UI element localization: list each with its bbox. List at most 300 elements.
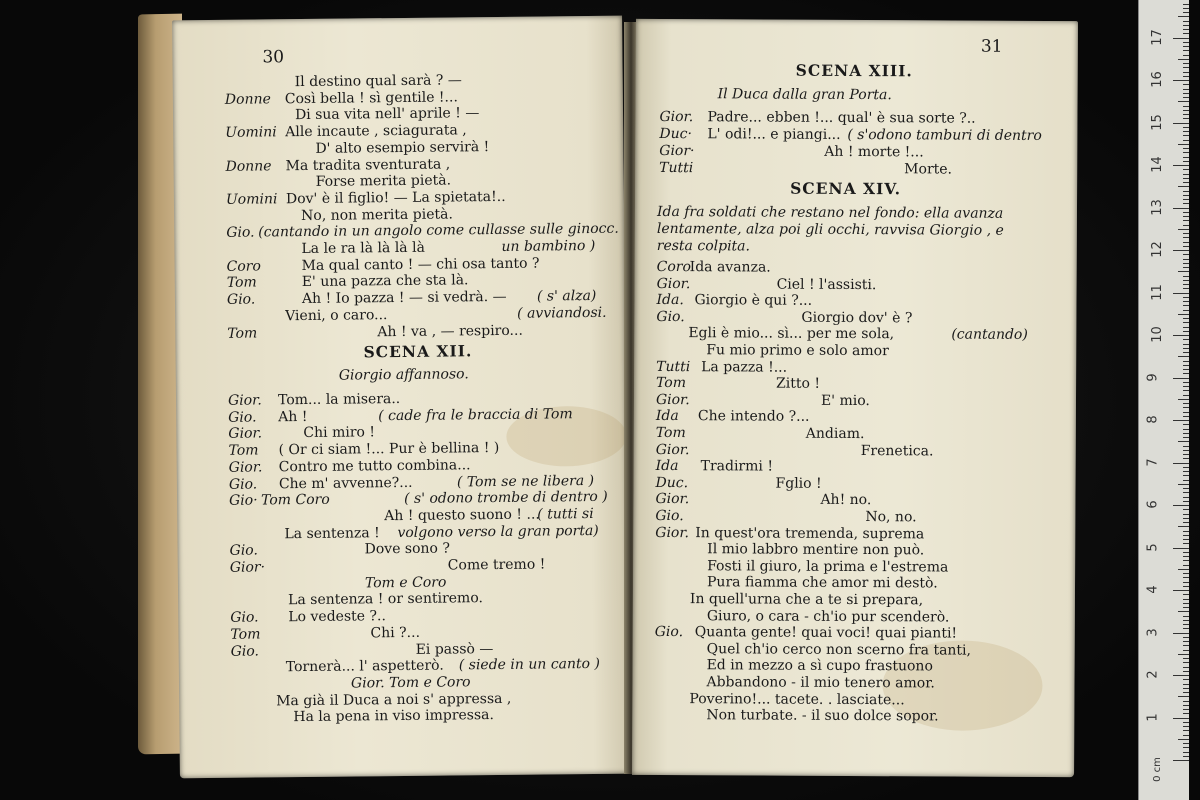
verse-line: Forse merita pietà. — [315, 172, 452, 191]
stage-direction: ( cade fra le braccia di Tom — [378, 405, 573, 424]
ruler-tick — [1173, 718, 1189, 719]
verse-line: Che intendo ?... — [697, 408, 810, 426]
measuring-ruler — [1138, 0, 1189, 800]
ruler-tick — [1183, 157, 1189, 158]
ruler-tick — [1173, 760, 1189, 761]
verse-line: Gior. Tom e Coro — [350, 674, 471, 692]
ruler-tick — [1183, 110, 1189, 111]
speaker-label: Gior. — [656, 275, 691, 292]
ruler-tick — [1183, 361, 1189, 362]
ruler-tick — [1183, 220, 1189, 221]
verse-line: Quanta gente! quai voci! quai pianti! — [694, 624, 958, 642]
speaker-label: Uomini — [225, 124, 277, 141]
ruler-tick — [1183, 480, 1189, 481]
ruler-tick — [1183, 114, 1189, 115]
ruler-tick — [1183, 76, 1189, 77]
ruler-tick — [1178, 59, 1189, 60]
verse-line: Ida avanza. — [689, 259, 771, 276]
verse-line: Ed in mezzo a sì cupo frastuono — [706, 657, 933, 675]
stage-direction: ( s'odono tamburi di dentro — [847, 126, 1042, 144]
stage-direction: ( siede in un canto ) — [458, 656, 601, 674]
ruler-tick — [1183, 288, 1189, 289]
speaker-label: Gio. — [230, 609, 259, 626]
ruler-number: 12 — [1149, 241, 1165, 258]
verse-line: Come tremo ! — [447, 556, 546, 574]
ruler-tick — [1183, 373, 1189, 374]
speaker-label: Tutti — [659, 159, 694, 177]
ruler-tick — [1183, 33, 1189, 34]
ruler-tick — [1183, 713, 1189, 714]
ruler-tick — [1183, 586, 1189, 587]
ruler-tick — [1183, 4, 1189, 5]
ruler-tick — [1183, 344, 1189, 345]
ruler-tick — [1183, 407, 1189, 408]
ruler-tick — [1183, 212, 1189, 213]
ruler-tick — [1183, 424, 1189, 425]
verse-line: Frenetica. — [860, 442, 934, 460]
ruler-tick — [1178, 314, 1189, 315]
ruler-tick — [1178, 526, 1189, 527]
ruler-tick — [1183, 191, 1189, 192]
ruler-number: 4 — [1145, 585, 1161, 594]
ruler-tick — [1183, 140, 1189, 141]
speaker-label: Tom — [227, 325, 258, 342]
verse-line: Ma già il Duca a noi s' appressa , — [276, 690, 512, 709]
ruler-tick — [1178, 696, 1189, 697]
verse-line: Tradirmi ! — [700, 458, 774, 475]
ruler-tick — [1183, 280, 1189, 281]
verse-line: In quell'urna che a te si prepara, — [689, 591, 924, 609]
verse-line: Il mio labbro mentire non può. — [707, 541, 925, 559]
verse-line: Così bella ! sì gentile !... — [284, 89, 458, 107]
verse-line: Lo vedeste ?.. — [288, 608, 386, 626]
verse-line: Fglio ! — [775, 475, 822, 492]
ruler-tick — [1183, 93, 1189, 94]
ruler-tick — [1183, 135, 1189, 136]
ruler-tick — [1183, 403, 1189, 404]
stage-direction: ( s' alza) — [536, 288, 597, 305]
ruler-tick — [1183, 730, 1189, 731]
ruler-number: 15 — [1149, 113, 1165, 131]
verse-line: Quel ch'io cerco non scerno fra tanti, — [706, 641, 972, 659]
scene-title: SCENA XII. — [363, 341, 473, 362]
verse-line: D' alto esempio servirà ! — [315, 138, 490, 157]
speaker-label: Gior. — [228, 425, 263, 443]
verse-line: Chi miro ! — [303, 424, 376, 442]
speaker-label: Gio. — [229, 542, 258, 560]
verse-line: Ah ! va , — respiro... — [377, 322, 523, 340]
ruler-tick — [1183, 565, 1189, 566]
ruler-tick — [1183, 705, 1189, 706]
scene-title: SCENA XIII. — [795, 60, 913, 81]
verse-line: Fu mio primo e solo amor — [706, 342, 889, 360]
ruler-tick — [1178, 611, 1189, 612]
ruler-number: 16 — [1149, 71, 1165, 88]
ruler-number: 17 — [1149, 28, 1165, 46]
ruler-tick — [1178, 484, 1189, 485]
ruler-tick — [1178, 569, 1189, 570]
ruler-tick — [1183, 446, 1189, 447]
ruler-tick — [1183, 684, 1189, 685]
ruler-number: 5 — [1145, 542, 1161, 552]
ruler-tick — [1183, 628, 1189, 629]
scene-direction-line: Ida fra soldati che restano nel fondo: ella avanza — [656, 203, 1004, 222]
verse-line: Chi ?... — [370, 624, 421, 642]
speaker-label: Gior. — [655, 391, 690, 408]
ruler-tick — [1183, 522, 1189, 523]
verse-line: Vieni, o caro... — [285, 306, 388, 325]
ruler-tick — [1183, 501, 1189, 502]
stage-direction: volgono verso la gran porta) — [397, 522, 599, 541]
ruler-tick — [1183, 599, 1189, 600]
ruler-tick — [1183, 322, 1189, 323]
speaker-label: Tom — [656, 375, 687, 392]
ruler-tick — [1183, 429, 1189, 430]
verse-line: Abbandono - il mio tenero amor. — [706, 674, 935, 692]
verse-line: Tom Coro — [260, 491, 330, 509]
verse-line: Ah ! questo suono ! ... — [384, 506, 540, 525]
verse-line: No, non merita pietà. — [301, 206, 453, 224]
ruler-tick — [1183, 254, 1189, 255]
ruler-tick — [1183, 174, 1189, 175]
ruler-number: 11 — [1149, 283, 1165, 301]
ruler-tick — [1183, 620, 1189, 621]
speaker-label: Donne — [224, 91, 271, 108]
ruler-tick — [1173, 38, 1189, 39]
ruler-tick — [1183, 352, 1189, 353]
speaker-label: Ida — [655, 458, 679, 475]
ruler-tick — [1178, 229, 1189, 230]
ruler-tick — [1183, 46, 1189, 47]
ruler-tick — [1183, 12, 1189, 13]
ruler-tick — [1183, 560, 1189, 561]
ruler-tick — [1183, 97, 1189, 98]
ruler-tick — [1183, 637, 1189, 638]
ruler-tick — [1173, 335, 1189, 336]
verse-line: E' mio. — [820, 392, 870, 409]
ruler-tick — [1173, 548, 1189, 549]
ruler-tick — [1183, 42, 1189, 43]
ruler-tick — [1183, 671, 1189, 672]
speaker-label: Duc· — [659, 125, 692, 143]
ruler-tick — [1173, 633, 1189, 634]
page-number: 30 — [262, 47, 285, 68]
ruler-tick — [1173, 420, 1189, 421]
verse-line: Poverino!... tacete. . lasciate... — [689, 690, 905, 708]
ruler-tick — [1178, 101, 1189, 102]
scene-direction: Il Duca dalla gran Porta. — [717, 86, 892, 104]
ruler-tick — [1183, 692, 1189, 693]
ruler-tick — [1183, 67, 1189, 68]
ruler-tick — [1183, 475, 1189, 476]
ruler-tick — [1183, 242, 1189, 243]
stage-direction: ( Tom se ne libera ) — [456, 472, 595, 490]
speaker-label: Gior· — [229, 559, 266, 576]
ruler-number: 8 — [1145, 415, 1161, 424]
ruler-number: 7 — [1145, 457, 1161, 467]
ruler-tick — [1183, 148, 1189, 149]
ruler-number: 9 — [1145, 372, 1161, 382]
ruler-tick — [1183, 305, 1189, 306]
ruler-tick — [1183, 650, 1189, 651]
ruler-tick — [1183, 106, 1189, 107]
verse-line: L' odi!... e piangi... — [707, 126, 841, 143]
ruler-tick — [1173, 675, 1189, 676]
verse-line: Dove sono ? — [364, 540, 450, 558]
speaker-label: Gio. — [230, 643, 260, 660]
ruler-tick — [1183, 509, 1189, 510]
ruler-tick — [1183, 55, 1189, 56]
verse-line: Non turbate. - il suo dolce sopor. — [706, 707, 939, 725]
ruler-tick — [1178, 16, 1189, 17]
ruler-tick — [1183, 276, 1189, 277]
verse-line: In quest'ora tremenda, suprema — [695, 524, 925, 542]
verse-line: Che m' avvenne?... — [278, 474, 413, 492]
ruler-tick — [1183, 84, 1189, 85]
ruler-tick — [1183, 25, 1189, 26]
ruler-tick — [1183, 658, 1189, 659]
ruler-tick — [1183, 679, 1189, 680]
ruler-tick — [1183, 518, 1189, 519]
ruler-tick — [1183, 437, 1189, 438]
ruler-tick — [1178, 739, 1189, 740]
ruler-tick — [1183, 63, 1189, 64]
speaker-label: Gio. — [226, 291, 256, 308]
ruler-tick — [1183, 216, 1189, 217]
verse-line: Giorgio è qui ?... — [694, 292, 813, 309]
verse-line: Andiam. — [805, 425, 865, 443]
ruler-tick — [1183, 169, 1189, 170]
ruler-tick — [1183, 195, 1189, 196]
ruler-tick — [1183, 318, 1189, 319]
stage-direction: ( tutti si — [537, 505, 594, 523]
verse-line: Di sua vita nell' aprile ! — — [294, 105, 480, 124]
ruler-tick — [1178, 441, 1189, 442]
speaker-label: Tutti — [656, 358, 691, 375]
speaker-label: Ida. — [656, 292, 684, 309]
speaker-label: Gio. — [228, 476, 258, 493]
ruler-tick — [1183, 701, 1189, 702]
ruler-tick — [1183, 743, 1189, 744]
ruler-tick — [1183, 203, 1189, 204]
ruler-tick — [1183, 348, 1189, 349]
ruler-tick — [1183, 382, 1189, 383]
ruler-tick — [1183, 131, 1189, 132]
left-page — [172, 16, 630, 779]
ruler-tick — [1183, 89, 1189, 90]
scene-direction-line: lentamente, alza poi gli occhi, ravvisa Giorgio , e — [656, 220, 1004, 239]
stage-direction: ( s' odono trombe di dentro ) — [403, 489, 608, 508]
scene-direction-line: resta colpita. — [656, 237, 751, 255]
ruler-tick — [1183, 369, 1189, 370]
ruler-tick — [1178, 144, 1189, 145]
ruler-number: 2 — [1145, 670, 1161, 679]
verse-line: Ciel ! l'assisti. — [776, 276, 877, 293]
ruler-tick — [1183, 178, 1189, 179]
ruler-tick — [1183, 594, 1189, 595]
verse-line: Padre... ebben !... qual' è sua sorte ?.. — [707, 109, 976, 127]
ruler-tick — [1183, 161, 1189, 162]
scene-direction: Giorgio affannoso. — [338, 366, 469, 384]
ruler-tick — [1183, 339, 1189, 340]
ruler-tick — [1178, 186, 1189, 187]
ruler-tick — [1183, 556, 1189, 557]
verse-line: E' una pazza che sta là. — [301, 272, 469, 291]
speaker-label: Gior· — [659, 142, 695, 160]
ruler-tick — [1183, 543, 1189, 544]
verse-line: Ma qual canto ! — chi osa tanto ? — [301, 255, 540, 274]
ruler-tick — [1183, 29, 1189, 30]
verse-line: Giorgio dov' è ? — [801, 309, 913, 327]
ruler-tick — [1183, 297, 1189, 298]
ruler-tick — [1183, 467, 1189, 468]
ruler-tick — [1183, 735, 1189, 736]
verse-line: Tom e Coro — [364, 574, 447, 592]
verse-line: (cantando in un angolo come cullasse sulle ginocc. — [258, 221, 619, 241]
verse-line: Pura fiamma che amor mi destò. — [706, 574, 938, 592]
verse-line: La pazza !... — [701, 358, 788, 376]
speaker-label: Gior. — [227, 392, 262, 409]
ruler-tick — [1183, 514, 1189, 515]
speaker-label: Gio. — [656, 308, 685, 325]
verse-line: Giuro, o cara - ch'io pur scenderò. — [706, 607, 950, 626]
scene-title: SCENA XIV. — [790, 178, 902, 199]
speaker-label: Gior. — [655, 441, 690, 458]
verse-line: Ma tradita sventurata , — [285, 155, 451, 174]
ruler-tick — [1183, 667, 1189, 668]
verse-line: Ah ! Io pazza ! — si vedrà. — — [301, 288, 507, 308]
ruler-tick — [1183, 603, 1189, 604]
speaker-label: Coro — [226, 258, 261, 275]
verse-line: Alle incaute , sciagurata , — [285, 122, 467, 141]
ruler-tick — [1183, 726, 1189, 727]
ruler-tick — [1183, 390, 1189, 391]
verse-line: Morte. — [904, 161, 953, 178]
verse-line: La sentenza ! or sentiremo. — [288, 590, 484, 609]
ruler-tick — [1183, 756, 1189, 757]
ruler-tick — [1183, 458, 1189, 459]
ruler-tick — [1183, 182, 1189, 183]
ruler-tick — [1183, 246, 1189, 247]
ruler-tick — [1183, 433, 1189, 434]
ruler-tick — [1173, 250, 1189, 251]
ruler-tick — [1183, 752, 1189, 753]
ruler-tick — [1178, 271, 1189, 272]
ruler-tick — [1183, 225, 1189, 226]
ruler-tick — [1183, 645, 1189, 646]
ruler-tick — [1183, 662, 1189, 663]
ruler-tick — [1183, 616, 1189, 617]
stage-direction: ( avviandosi. — [517, 304, 607, 322]
verse-line: Ah ! — [278, 408, 308, 425]
verse-line: Egli è mio... sì... per me sola, — [688, 325, 895, 343]
ruler-tick — [1183, 199, 1189, 200]
ruler-tick — [1183, 582, 1189, 583]
ruler-tick — [1183, 386, 1189, 387]
ruler-tick — [1183, 72, 1189, 73]
verse-line: Tom... la misera.. — [277, 391, 401, 409]
verse-line: ( Or ci siam !... Pur è bellina ! ) — [278, 440, 500, 459]
speaker-label: Gio. — [226, 224, 255, 242]
ruler-tick — [1173, 208, 1189, 209]
ruler-tick — [1173, 590, 1189, 591]
ruler-tick — [1183, 497, 1189, 498]
speaker-label: Duc. — [655, 474, 689, 491]
speaker-label: Gio· — [228, 492, 258, 509]
ruler-tick — [1183, 535, 1189, 536]
ruler-tick — [1183, 573, 1189, 574]
ruler-tick — [1183, 50, 1189, 51]
speaker-label: Tom — [226, 274, 257, 292]
ruler-number: 13 — [1149, 198, 1165, 216]
speaker-label: Gio. — [228, 409, 257, 426]
verse-line: La sentenza ! — [284, 524, 380, 542]
verse-line: La le ra là là là là — [301, 239, 425, 258]
verse-line: Ei passò — — [415, 640, 494, 658]
ruler-tick — [1183, 450, 1189, 451]
ruler-tick — [1183, 539, 1189, 540]
ruler-tick — [1183, 624, 1189, 625]
ruler-tick — [1183, 284, 1189, 285]
ruler-tick — [1183, 237, 1189, 238]
ruler-number: 3 — [1145, 627, 1161, 637]
ruler-tick — [1183, 416, 1189, 417]
verse-line: Dov' è il figlio! — La spietata!.. — [285, 188, 506, 208]
ruler-unit-label: 0 cm — [1151, 757, 1163, 782]
ruler-tick — [1183, 454, 1189, 455]
ruler-number: 14 — [1149, 156, 1165, 173]
right-page — [632, 19, 1078, 777]
speaker-label: Uomini — [225, 191, 278, 208]
ruler-tick — [1173, 505, 1189, 506]
ruler-tick — [1183, 577, 1189, 578]
ruler-tick — [1183, 688, 1189, 689]
ruler-tick — [1183, 722, 1189, 723]
speaker-label: Tom — [230, 626, 261, 643]
verse-line: Contro me tutto combina... — [278, 457, 471, 476]
ruler-tick — [1183, 365, 1189, 366]
ruler-tick — [1183, 127, 1189, 128]
verse-line: Ha la pena in viso impressa. — [293, 707, 495, 726]
ruler-tick — [1183, 488, 1189, 489]
ruler-tick — [1183, 412, 1189, 413]
ruler-tick — [1183, 267, 1189, 268]
ruler-tick — [1173, 123, 1189, 124]
stage-direction: (cantando) — [951, 326, 1028, 344]
ruler-tick — [1173, 293, 1189, 294]
page-number: 31 — [980, 36, 1003, 57]
ruler-tick — [1183, 259, 1189, 260]
speaker-label: Gior. — [228, 459, 263, 476]
ruler-tick — [1183, 395, 1189, 396]
verse-line: Il destino qual sarà ? — — [294, 72, 462, 91]
ruler-tick — [1183, 641, 1189, 642]
ruler-tick — [1183, 8, 1189, 9]
ruler-tick — [1173, 463, 1189, 464]
ruler-tick — [1178, 654, 1189, 655]
speaker-label: Tom — [655, 424, 686, 442]
speaker-label: Tom — [228, 442, 259, 459]
ruler-tick — [1183, 709, 1189, 710]
ruler-tick — [1183, 21, 1189, 22]
ruler-tick — [1183, 552, 1189, 553]
ruler-tick — [1183, 747, 1189, 748]
ruler-tick — [1183, 118, 1189, 119]
ruler-number: 1 — [1145, 712, 1161, 722]
speaker-label: Gior. — [655, 524, 690, 541]
ruler-number: 6 — [1145, 500, 1161, 509]
speaker-label: Coro — [656, 258, 691, 276]
